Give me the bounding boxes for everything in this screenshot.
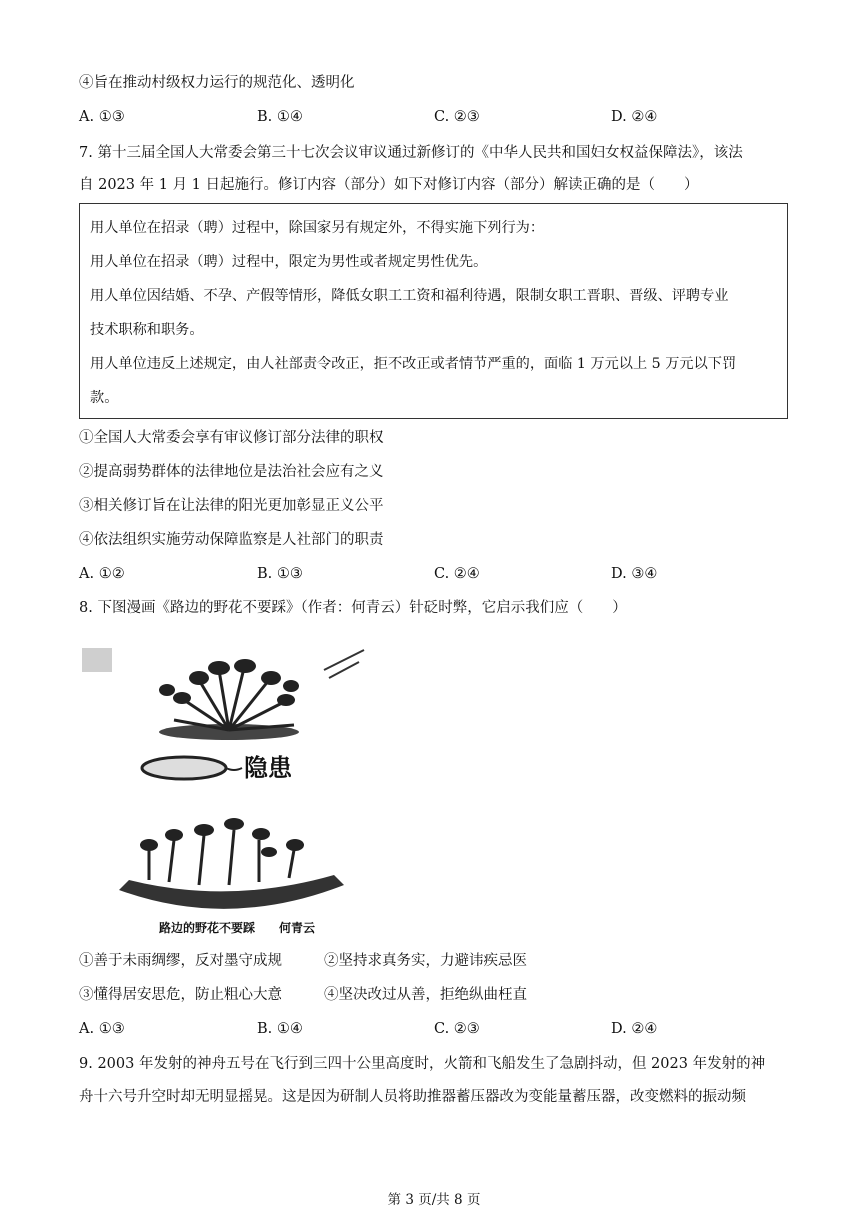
q7-box-line-2: 用人单位在招录（聘）过程中，限定为男性或者规定男性优先。: [90, 254, 488, 270]
comic-stamp: [82, 648, 112, 672]
q8-comic-image: [79, 640, 379, 940]
q7-item-1: ①全国人大常委会享有审议修订部分法律的职权: [79, 430, 384, 446]
q8-item-1: ①善于未雨绸缪，反对墨守成规: [79, 953, 282, 969]
q6-option-b: B. ①④: [257, 109, 303, 125]
lower-flower-icon: [119, 818, 344, 909]
q6-option-a: A. ①③: [79, 109, 125, 125]
q8-item-3: ③懂得居安思危，防止粗心大意: [79, 987, 282, 1003]
q8-option-c: C. ②③: [434, 1021, 480, 1037]
q6-option-d: D. ②④: [611, 109, 658, 125]
q6-options: [79, 107, 799, 127]
q7-box-line-1: 用人单位在招录（聘）过程中，除国家另有规定外，不得实施下列行为：: [90, 220, 545, 236]
q7-item-3: ③相关修订旨在让法律的阳光更加彰显正义公平: [79, 498, 384, 514]
q7-option-b: B. ①③: [257, 566, 303, 582]
comic-caption: 路边的野花不要踩 何青云: [159, 921, 316, 935]
q8-items-row-1: [79, 951, 527, 971]
q8-option-d: D. ②④: [611, 1021, 658, 1037]
q6-item-4: ④旨在推动村级权力运行的规范化、透明化: [79, 75, 355, 91]
comic-drawing: [79, 640, 379, 940]
q7-option-c: C. ②④: [434, 566, 480, 582]
q8-item-4: ④坚决改过从善，拒绝纵曲枉直: [324, 987, 527, 1003]
q8-items-row-2: [79, 985, 527, 1005]
q7-box-line-4b: 款。: [90, 390, 119, 406]
q6-option-c: C. ②③: [434, 109, 480, 125]
q7-stem-line-2: 自 2023 年 1 月 1 日起施行。修订内容（部分）如下对修订内容（部分）解读正确的是（ ）: [79, 177, 699, 193]
upper-flower-icon: [159, 659, 299, 740]
q9-line-2: 舟十六号升空时却无明显摇晃。这是因为研制人员将助推器蓄压器改为变能量蓄压器，改变燃料的振动频: [79, 1089, 746, 1105]
q7-option-a: A. ①②: [79, 566, 125, 582]
motion-lines: [324, 650, 364, 678]
q7-item-2: ②提高弱势群体的法律地位是法治社会应有之义: [79, 464, 384, 480]
q7-box-line-4a: 用人单位违反上述规定，由人社部责令改正，拒不改正或者情节严重的，面临 1 万元以上 5 万元以下罚: [90, 356, 737, 372]
q7-options: [79, 564, 799, 584]
q7-box-line-3b: 技术职称和职务。: [90, 322, 204, 338]
q7-item-4: ④依法组织实施劳动保障监察是人社部门的职责: [79, 532, 384, 548]
q8-option-b: B. ①④: [257, 1021, 303, 1037]
q8-stem: 8. 下图漫画《路边的野花不要踩》（作者：何青云）针砭时弊，它启示我们应（ ）: [79, 600, 627, 616]
q7-option-d: D. ③④: [611, 566, 658, 582]
q7-stem-line-1: 7. 第十三届全国人大常委会第三十七次会议审议通过新修订的《中华人民共和国妇女权益保障法》，该法: [79, 145, 743, 161]
hazard-pit-icon: [142, 757, 242, 779]
q9-line-1: 9. 2003 年发射的神舟五号在飞行到三四十公里高度时，火箭和飞船发生了急剧抖动，但 2023 年发射的神: [79, 1056, 766, 1072]
q8-option-a: A. ①③: [79, 1021, 125, 1037]
comic-hazard-label: 隐患: [244, 753, 292, 782]
q8-item-2: ②坚持求真务实，力避讳疾忌医: [324, 953, 527, 969]
q8-options: [79, 1019, 799, 1039]
page-footer: 第 3 页/共 8 页: [387, 1192, 481, 1208]
q7-law-excerpt-box: [79, 203, 788, 419]
q7-box-line-3a: 用人单位因结婚、不孕、产假等情形，降低女职工工资和福利待遇，限制女职工晋职、晋级、评聘专业: [90, 288, 729, 304]
